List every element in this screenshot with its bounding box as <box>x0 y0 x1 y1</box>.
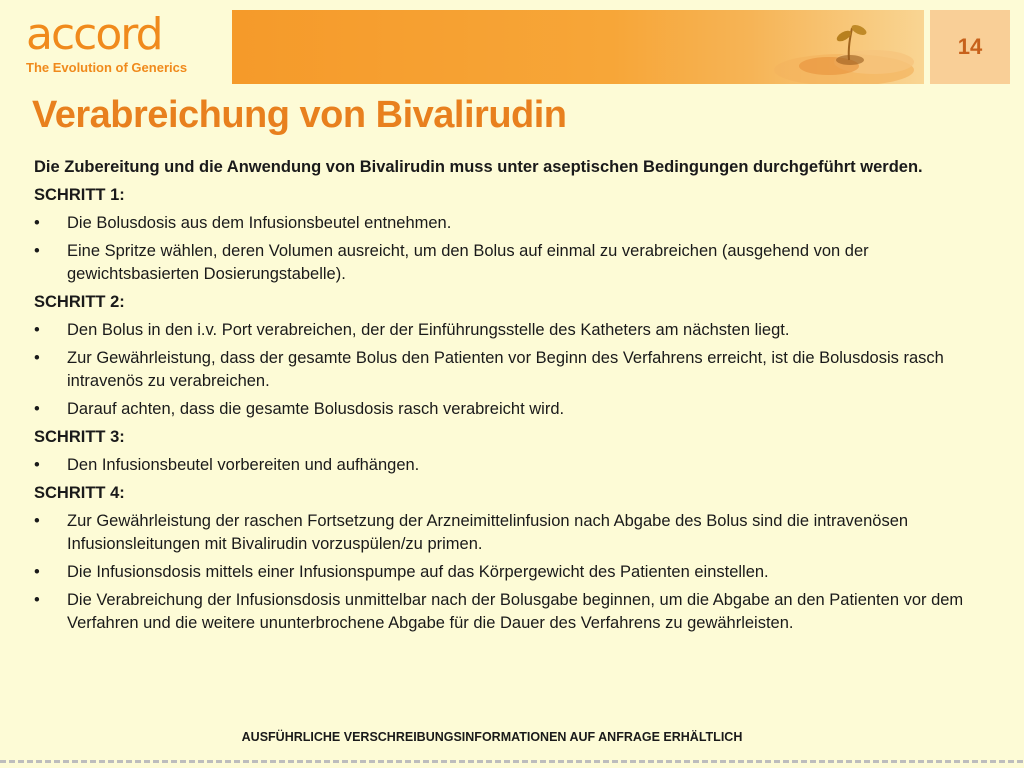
list-item: • Darauf achten, dass die gesamte Bolusdosis rasch verabreicht wird. <box>34 398 994 421</box>
step-1-list <box>34 212 994 286</box>
accord-logo <box>26 9 226 84</box>
list-item: • Die Bolusdosis aus dem Infusionsbeutel entnehmen. <box>34 212 994 235</box>
bottom-divider <box>0 760 1024 763</box>
step-4-list <box>34 510 994 635</box>
list-item: • Zur Gewährleistung der raschen Fortsetzung der Arzneimittelinfusion nach Abgabe des Bolus sind die intravenösen Infusionsleitungen mit Bivalirudin vorzuspülen/zu primen. <box>34 510 994 556</box>
slide-title: Verabreichung von Bivalirudin <box>32 94 567 136</box>
list-item: • Die Infusionsdosis mittels einer Infusionspumpe auf das Körpergewicht des Patienten einstellen. <box>34 561 994 584</box>
step-2-list <box>34 319 994 421</box>
step-3-heading: SCHRITT 3: <box>34 428 125 446</box>
list-item: • Zur Gewährleistung, dass der gesamte Bolus den Patienten vor Beginn des Verfahrens erreicht, ist die Bolusdosis rasch intravenös zu verabreichen. <box>34 347 994 393</box>
page-number: 14 <box>930 10 1010 84</box>
list-item: • Den Infusionsbeutel vorbereiten und aufhängen. <box>34 454 994 477</box>
logo-wordmark: accord <box>26 9 162 60</box>
hands-holding-plant-icon <box>724 10 924 84</box>
step-3-list <box>34 454 994 477</box>
intro-text: Die Zubereitung und die Anwendung von Bivalirudin muss unter aseptischen Bedingungen durchgeführt werden. <box>34 158 923 176</box>
slide-content <box>34 156 994 640</box>
step-4-heading: SCHRITT 4: <box>34 484 125 502</box>
footer-note: AUSFÜHRLICHE VERSCHREIBUNGSINFORMATIONEN AUF ANFRAGE ERHÄLTLICH <box>241 730 743 744</box>
logo-tagline: The Evolution of Generics <box>26 60 188 75</box>
step-1-heading: SCHRITT 1: <box>34 186 125 204</box>
list-item: • Eine Spritze wählen, deren Volumen ausreicht, um den Bolus auf einmal zu verabreichen (ausgehend von der gewichtsbasierten Dosierungstabelle). <box>34 240 994 286</box>
step-2-heading: SCHRITT 2: <box>34 293 125 311</box>
list-item: • Die Verabreichung der Infusionsdosis unmittelbar nach der Bolusgabe beginnen, um die Abgabe an den Patienten vor dem Verfahren und die weitere ununterbrochene Abgabe für die Dauer des Verfahrens zu gewährleisten. <box>34 589 994 635</box>
header-banner <box>232 10 924 84</box>
list-item: • Den Bolus in den i.v. Port verabreichen, der der Einführungsstelle des Katheters am nächsten liegt. <box>34 319 994 342</box>
